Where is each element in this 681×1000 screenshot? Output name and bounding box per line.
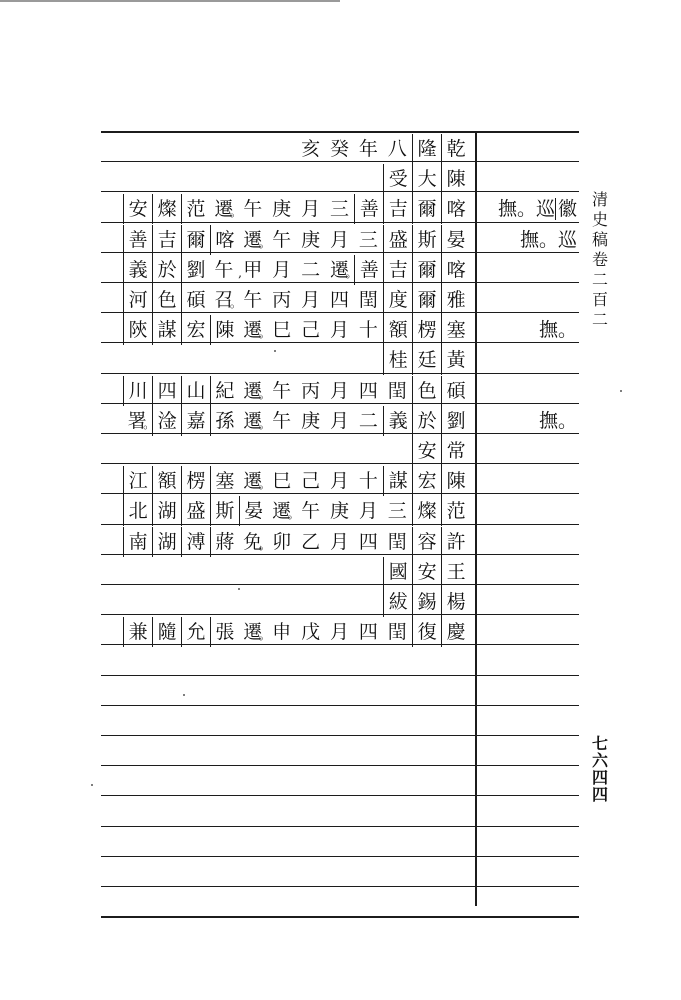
text-cell: 允 [181,617,210,647]
text-cell: 四 [358,621,378,644]
text-cell: 月 [358,500,378,523]
rule-line [101,705,579,706]
text-cell: 於 [152,255,181,285]
column-divider [475,131,477,906]
table-row [101,345,471,375]
text-cell: 庚 [272,198,292,221]
rule-line [101,916,579,918]
text-cell: 二 [301,258,321,281]
note-text: 撫。巡 [519,228,577,251]
text-cell: 遷 。 [243,319,271,342]
text-cell: 黃 [441,345,470,375]
text-cell: 十 [358,319,378,342]
text-cell: 晏 [441,225,470,255]
note-text: 撫。 [538,409,577,432]
punctuation-mark: 。 [258,235,271,250]
text-cell: 受 [383,164,412,194]
punctuation-mark: 。 [229,296,242,310]
text-cell: 月 [329,621,349,644]
text-cell: 燦 [412,496,441,526]
text-cell: 月 [272,258,292,281]
text-cell: 度 [383,285,412,315]
text-cell: 吉 [383,255,412,285]
text-cell: 己 [301,319,321,342]
text-cell: 安 [412,557,441,587]
text-cell: 巳 [272,470,292,493]
text-cell: 三 [329,198,349,221]
text-cell: 年 [358,138,378,160]
text-cell: 戊 [301,621,321,644]
text-cell: 十 [358,470,378,493]
rule-line [101,765,579,766]
text-cell: 孫 [210,406,239,436]
text-cell: 劉 [441,406,470,436]
text-cell: 卯 [272,530,292,553]
text-cell: 謀 [383,466,412,496]
text-cell: 遷 。 [243,379,271,402]
punctuation-mark: 。 [258,386,271,401]
text-cell: 閏 [387,621,407,644]
text-cell: 陝 [123,315,152,345]
text-cell: 兼 [123,617,152,647]
text-cell: 色 [412,376,441,406]
punctuation-mark: 。 [345,265,358,280]
text-cell: 楞 [181,466,210,496]
text-cell: 義 [123,255,152,285]
governor-note [539,406,577,436]
text-cell: 四 [358,379,378,402]
text-cell: 許 [441,527,470,557]
rule-line [101,856,579,857]
text-cell: 王 [441,557,470,587]
text-cell: 遷 。 [272,500,300,523]
table-row [101,557,471,587]
text-cell: 湖 [152,496,181,526]
text-cell: 閏 [387,379,407,402]
text-cell: 桂 [383,345,412,375]
table-row [101,496,471,526]
text-cell: 喀 [441,194,470,224]
text-cell: 月 [329,319,349,342]
text-cell: 遷 。 [214,198,242,221]
rule-line [101,735,579,736]
text-cell: 癸 [329,138,349,160]
text-cell: 巳 [272,319,292,342]
text-cell: 吉 [383,194,412,224]
text-cell: 乙 [301,530,321,553]
text-cell: 喀 [210,225,239,255]
text-cell: 盛 [383,225,412,255]
text-cell: 廷 [412,345,441,375]
text-cell: 乾 [441,134,470,164]
text-cell: 爾 [181,225,210,255]
text-cell: 額 [383,315,412,345]
text-cell: 月 [329,530,349,553]
text-cell: 慶 [441,617,470,647]
text-cell: 紀 [210,376,239,406]
text-cell: 爾 [412,255,441,285]
table-row [101,466,471,496]
text-cell: 南 [123,527,152,557]
text-cell: 塞 [441,315,470,345]
text-cell: 斯 [412,225,441,255]
text-cell: 遷 。 [243,470,271,493]
text-cell: 隨 [152,617,181,647]
running-title: 清史稿卷二百二 [591,190,608,329]
text-cell: 月 [301,289,321,311]
table-row [101,164,471,194]
rule-line [101,795,579,796]
text-cell: 錫 [412,587,441,617]
text-cell: 爾 [412,285,441,315]
text-cell: 丙 [272,289,292,311]
text-cell: 三 [387,500,407,523]
punctuation-mark: 。 [229,205,242,220]
punctuation-mark: 。 [258,628,271,643]
text-cell: 爾 [412,194,441,224]
text-cell: 紱 [383,587,412,617]
text-cell: 碩 [441,376,470,406]
text-cell: 四 [358,530,378,553]
text-cell: 宏 [412,466,441,496]
text-cell: 午 [272,228,292,251]
rule-line [101,131,579,133]
text-cell: 庚 [301,228,321,251]
text-cell: 額 [152,466,181,496]
text-cell: 義 [383,406,412,436]
text-cell: 午 , [214,258,242,281]
punctuation-mark: 。 [258,416,271,431]
text-cell: 午 [243,289,263,311]
text-cell: 遷 。 [243,228,271,251]
text-cell: 晏 [239,496,268,526]
text-cell: 復 [412,617,441,647]
text-cell: 宏 [181,315,210,345]
text-cell: 於 [412,406,441,436]
text-cell: 河 [123,285,152,315]
text-cell: 楊 [441,587,470,617]
text-cell: 善 [123,225,152,255]
punctuation-mark: 。 [143,416,156,431]
table-row [101,376,471,406]
text-cell: 閏 [358,289,378,311]
table-row [101,134,471,164]
text-cell: 容 [412,527,441,557]
text-cell: 甲 [243,258,263,281]
table-row [101,617,471,647]
table-row [101,255,471,285]
text-cell: 申 [272,621,292,644]
text-cell: 月 [329,379,349,402]
text-cell: 吉 [152,225,181,255]
text-cell: 閏 [387,530,407,553]
table-row [101,225,471,255]
text-cell: 召 。 [214,289,242,311]
text-cell: 署 。 [127,409,156,432]
scan-speck [91,784,93,786]
text-cell: 淦 [152,406,181,436]
table-row [101,587,471,617]
text-cell: 嘉 [181,406,210,436]
text-cell: 山 [181,376,210,406]
table-row [101,527,471,557]
text-cell: 四 [329,289,349,311]
text-cell: 午 [243,198,263,221]
text-cell: 碩 [181,285,210,315]
rule-line [101,675,579,676]
text-cell: 陳 [210,315,239,345]
text-cell: 丙 [301,379,321,402]
scan-speck [183,694,185,696]
table-row [101,194,471,224]
rule-line [101,826,579,827]
text-cell: 遷 。 [243,621,271,644]
text-cell: 安 [412,436,441,466]
text-cell: 午 [301,500,321,523]
text-cell: 湖 [152,527,181,557]
text-cell: 二 [358,409,378,432]
punctuation-mark: 。 [287,507,300,522]
text-cell: 常 [441,436,470,466]
text-cell: 四 [152,376,181,406]
text-cell: 雅 [441,285,470,315]
text-cell: 蔣 [210,527,239,557]
text-cell: 盛 [181,496,210,526]
text-cell: 國 [383,557,412,587]
text-cell: 免 。 [243,530,271,553]
text-cell: 斯 [210,496,239,526]
table-row [101,436,471,466]
punctuation-mark: 。 [258,477,271,492]
text-cell: 庚 [329,500,349,523]
table-row [101,406,471,436]
text-cell: 范 [181,194,210,224]
note-text: 徽 [555,198,577,220]
rule-line [101,886,579,887]
text-cell: 燦 [152,194,181,224]
table-row [101,315,471,345]
text-cell: 善 [354,255,383,285]
text-cell: 月 [301,198,321,221]
text-cell: 溥 [181,527,210,557]
text-cell: 善 [354,194,383,224]
text-cell: 月 [329,470,349,493]
text-cell: 大 [412,164,441,194]
text-cell: 月 [329,228,349,251]
note-text: 撫。巡 [497,198,555,221]
note-text: 撫。 [538,319,577,342]
text-cell: 安 [123,194,152,224]
text-cell: 劉 [181,255,210,285]
text-cell: 北 [123,496,152,526]
text-cell: 遷 。 [329,258,358,281]
text-cell: 喀 [441,255,470,285]
scan-speck [620,390,622,392]
text-cell: 范 [441,496,470,526]
text-cell: 江 [123,466,152,496]
governor-note [498,194,577,224]
governor-note [539,315,577,345]
text-cell: 亥 [301,138,321,160]
text-cell: 庚 [301,409,321,432]
text-cell: 八 [387,138,407,160]
text-cell: 月 [329,409,349,432]
page-number: 七六四四 [591,734,608,804]
text-cell: 謀 [152,315,181,345]
punctuation-mark: , [238,265,242,280]
text-cell: 色 [152,285,181,315]
text-cell: 遷 。 [243,409,271,432]
text-cell: 午 [272,409,292,432]
text-cell: 楞 [412,315,441,345]
scan-edge-bar [0,0,340,2]
table-row [101,285,471,315]
text-cell: 午 [272,379,292,402]
punctuation-mark: 。 [258,326,271,341]
text-cell: 塞 [210,466,239,496]
text-cell: 陳 [441,164,470,194]
punctuation-mark: 。 [258,537,271,552]
text-cell: 隆 [412,134,441,164]
text-cell: 陳 [441,466,470,496]
text-cell: 川 [123,376,152,406]
text-cell: 三 [358,228,378,251]
text-cell: 己 [301,470,321,493]
text-cell: 張 [210,617,239,647]
governor-note [520,225,577,255]
